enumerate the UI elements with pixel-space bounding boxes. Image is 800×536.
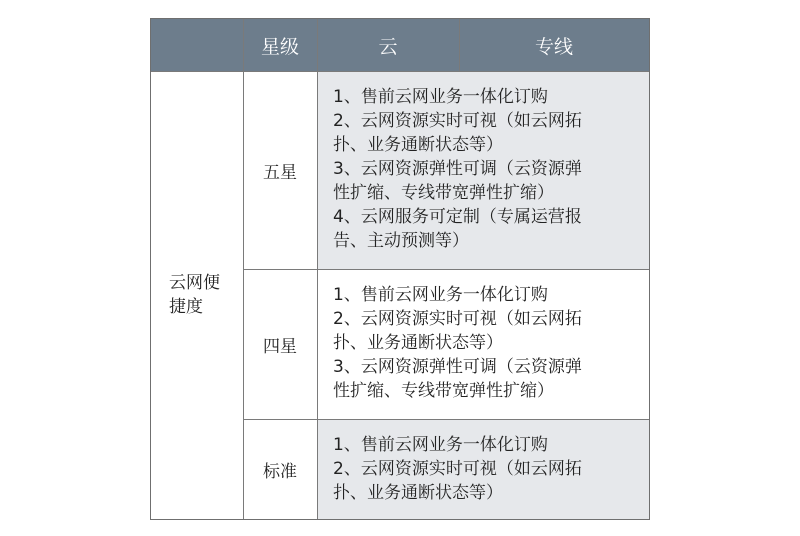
grid-divider — [243, 269, 649, 270]
content-cell-four-star — [317, 269, 649, 419]
list-item: 4、云网服务可定制（专属运营报 — [333, 207, 582, 227]
list-item: 扑、业务通断状态等） — [333, 135, 503, 155]
category-cell — [151, 71, 243, 519]
list-item: 性扩缩、专线带宽弹性扩缩） — [333, 381, 554, 401]
level-label: 四星 — [263, 336, 297, 357]
list-item: 1、售前云网业务一体化订购 — [333, 285, 548, 305]
list-item: 性扩缩、专线带宽弹性扩缩） — [333, 183, 554, 203]
grid-divider — [459, 19, 460, 71]
header-empty-cell — [151, 19, 243, 71]
list-item: 扑、业务通断状态等） — [333, 333, 503, 353]
service-level-table — [150, 18, 650, 520]
list-item: 2、云网资源实时可视（如云网拓 — [333, 309, 582, 329]
grid-divider — [243, 419, 649, 420]
content-cell-five-star — [317, 71, 649, 269]
level-label: 五星 — [263, 162, 297, 183]
header-line-label: 专线 — [534, 35, 573, 58]
list-item: 1、售前云网业务一体化订购 — [333, 87, 548, 107]
list-item: 告、主动预测等） — [333, 231, 469, 251]
header-cloud-cell — [317, 19, 459, 71]
list-item: 2、云网资源实时可视（如云网拓 — [333, 459, 582, 479]
list-item: 2、云网资源实时可视（如云网拓 — [333, 111, 582, 131]
list-item: 1、售前云网业务一体化订购 — [333, 435, 548, 455]
level-cell-standard — [243, 419, 317, 519]
list-item: 扑、业务通断状态等） — [333, 483, 503, 503]
content-cell-standard — [317, 419, 649, 519]
grid-divider — [151, 71, 649, 72]
header-level-cell — [243, 19, 317, 71]
header-cloud-label: 云 — [378, 35, 398, 58]
header-level-label: 星级 — [260, 35, 299, 58]
category-label: 云网便 捷度 — [169, 273, 220, 317]
header-line-cell — [459, 19, 649, 71]
level-label: 标准 — [263, 461, 297, 482]
list-item: 3、云网资源弹性可调（云资源弹 — [333, 159, 582, 179]
list-item: 3、云网资源弹性可调（云资源弹 — [333, 357, 582, 377]
level-cell-four-star — [243, 269, 317, 419]
level-cell-five-star — [243, 71, 317, 269]
